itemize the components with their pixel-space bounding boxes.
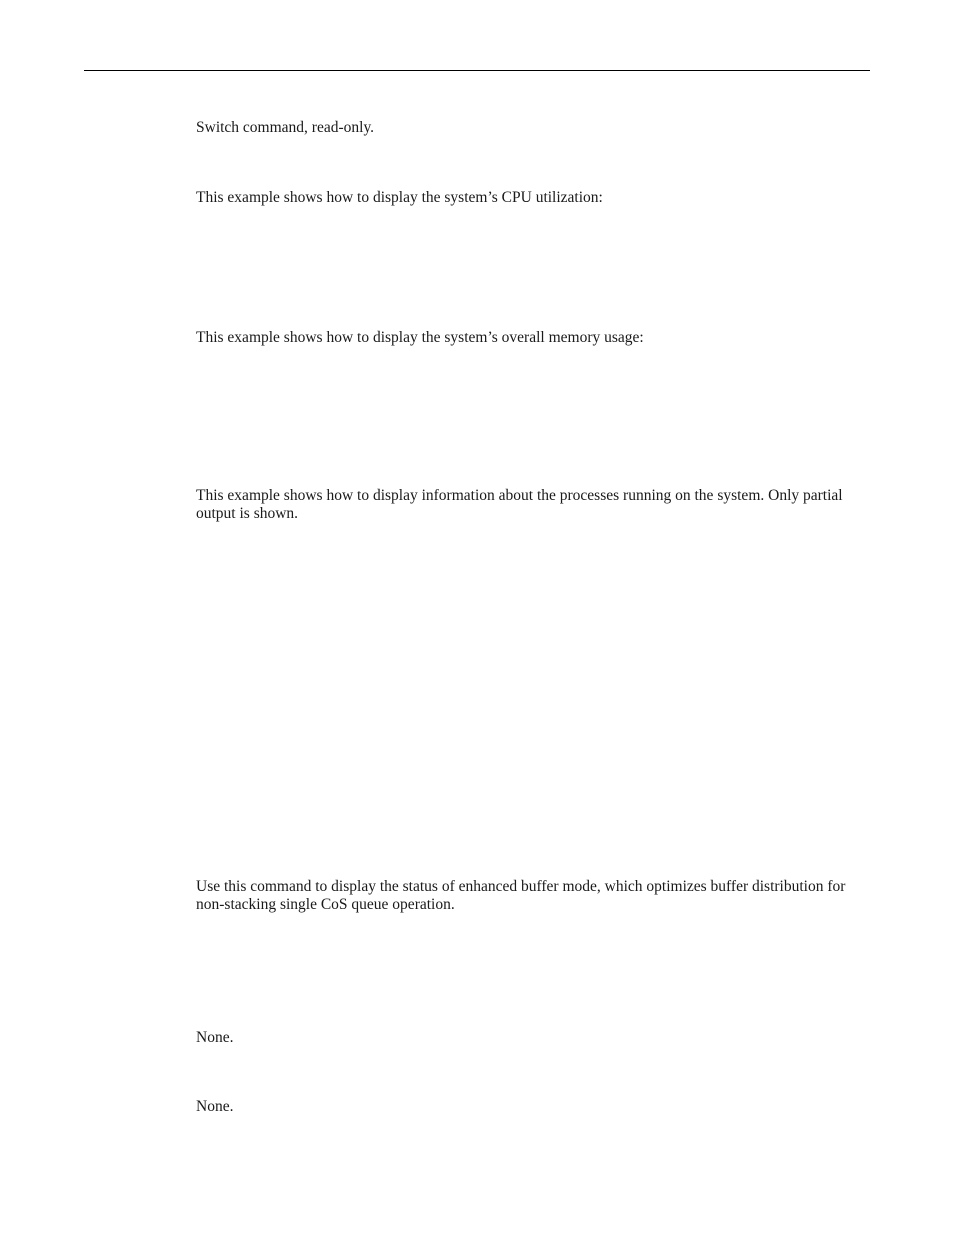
mode-text: Switch command, read-only.: [196, 119, 375, 136]
example-memory-text: This example shows how to display the system’s overall memory usage:: [196, 329, 644, 346]
buffer-mode-description: Use this command to display the status of enhanced buffer mode, which optimizes buffer distribution for non-stacking single CoS queue operation.: [196, 878, 846, 913]
example-processes-text: This example shows how to display information about the processes running on the system. Only partial output is shown.: [196, 487, 843, 522]
header-rule: [84, 70, 870, 71]
syntax-none-text: None.: [196, 1029, 234, 1046]
example-cpu-text: This example shows how to display the system’s CPU utilization:: [196, 189, 603, 206]
parameters-none-text: None.: [196, 1098, 234, 1115]
